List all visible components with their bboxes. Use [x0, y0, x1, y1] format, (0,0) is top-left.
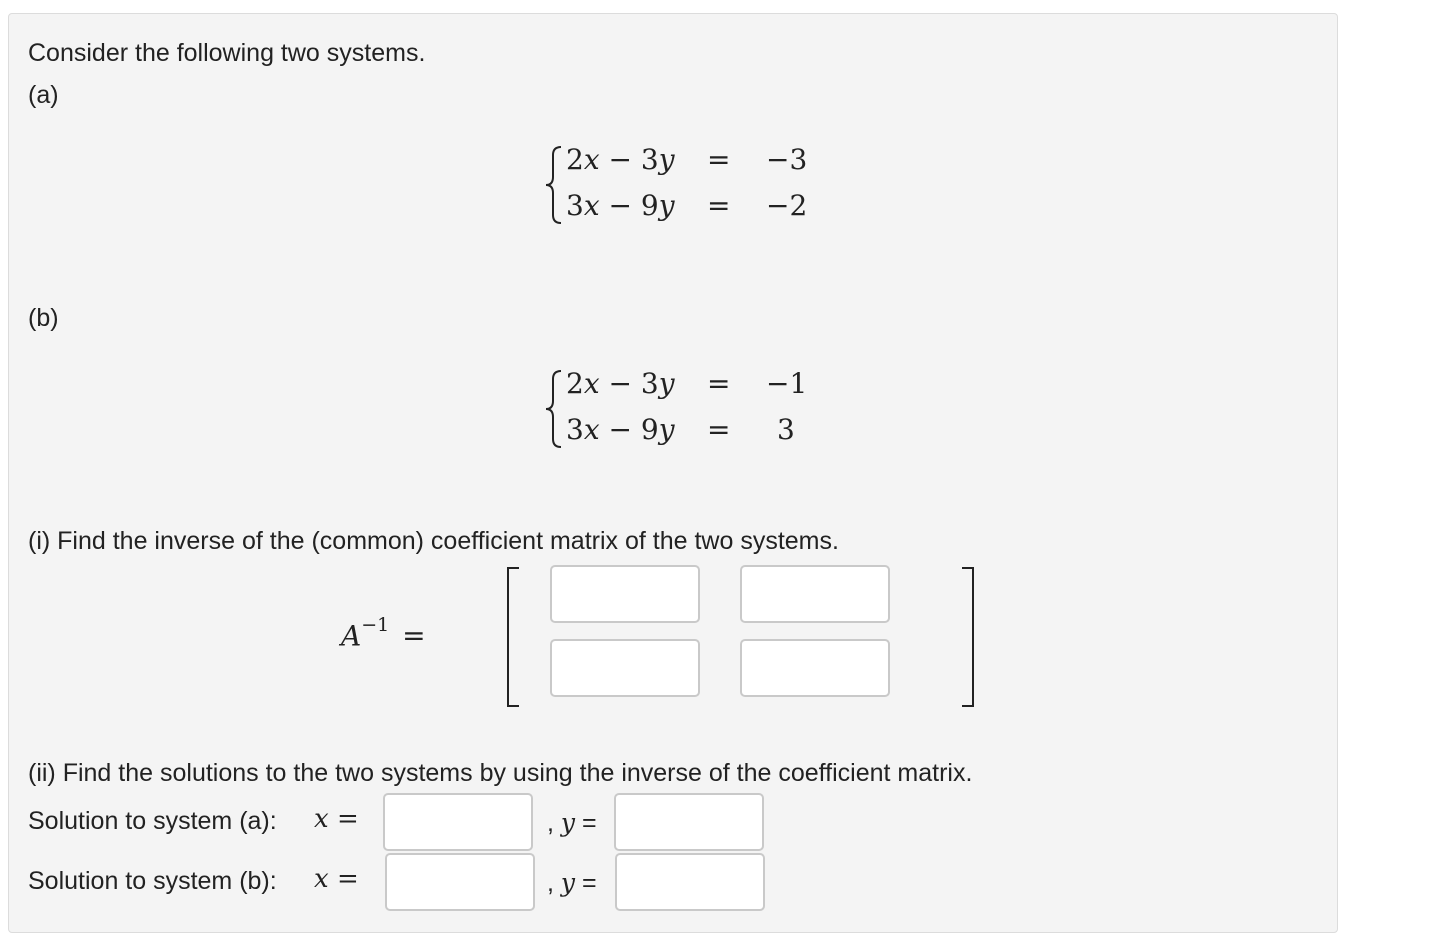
matrix-left-bracket: [507, 567, 519, 707]
solution-b-label: Solution to system (b):: [28, 867, 277, 895]
system-a-eq2-equals: =: [707, 189, 731, 222]
solution-b-y-input[interactable]: [615, 853, 765, 911]
part-b-label: (b): [28, 304, 59, 332]
solution-b-y-label: , y =: [547, 868, 597, 897]
system-b-eq1-rhs: −1: [766, 367, 808, 400]
solution-a-y-label: , y =: [547, 808, 597, 837]
part-a-label: (a): [28, 81, 59, 109]
solution-a-x-equals: x =: [314, 804, 359, 834]
system-b-eq2-lhs: 3x − 9y: [566, 413, 675, 446]
system-a-eq1-rhs: −3: [766, 143, 808, 176]
solution-b-x-equals: x =: [314, 864, 359, 894]
system-a-eq1-equals: =: [707, 143, 731, 176]
left-brace-icon: [544, 145, 564, 225]
system-b-eq1-lhs: 2x − 3y: [566, 367, 675, 400]
system-a-eq2-rhs: −2: [766, 189, 808, 222]
solution-a-x-input[interactable]: [383, 793, 533, 851]
system-b-eq2-rhs: 3: [777, 413, 795, 446]
system-a-eq1-lhs: 2x − 3y: [566, 143, 675, 176]
system-b-eq2-equals: =: [707, 413, 731, 446]
question-i-text: (i) Find the inverse of the (common) coefficient matrix of the two systems.: [28, 527, 839, 555]
system-b-eq1-equals: =: [707, 367, 731, 400]
inverse-entry-1-1-input[interactable]: [550, 565, 700, 623]
intro-text: Consider the following two systems.: [28, 39, 426, 67]
inverse-entry-1-2-input[interactable]: [740, 565, 890, 623]
solution-b-x-input[interactable]: [385, 853, 535, 911]
left-brace-icon: [544, 369, 564, 449]
inverse-entry-2-1-input[interactable]: [550, 639, 700, 697]
inverse-entry-2-2-input[interactable]: [740, 639, 890, 697]
inverse-matrix-label: $A^{-1}$ =: [341, 614, 426, 653]
system-a-eq2-lhs: 3x − 9y: [566, 189, 675, 222]
question-ii-text: (ii) Find the solutions to the two systems by using the inverse of the coefficient matrix.: [28, 759, 973, 787]
solution-a-y-input[interactable]: [614, 793, 764, 851]
solution-a-label: Solution to system (a):: [28, 807, 277, 835]
matrix-right-bracket: [962, 567, 974, 707]
